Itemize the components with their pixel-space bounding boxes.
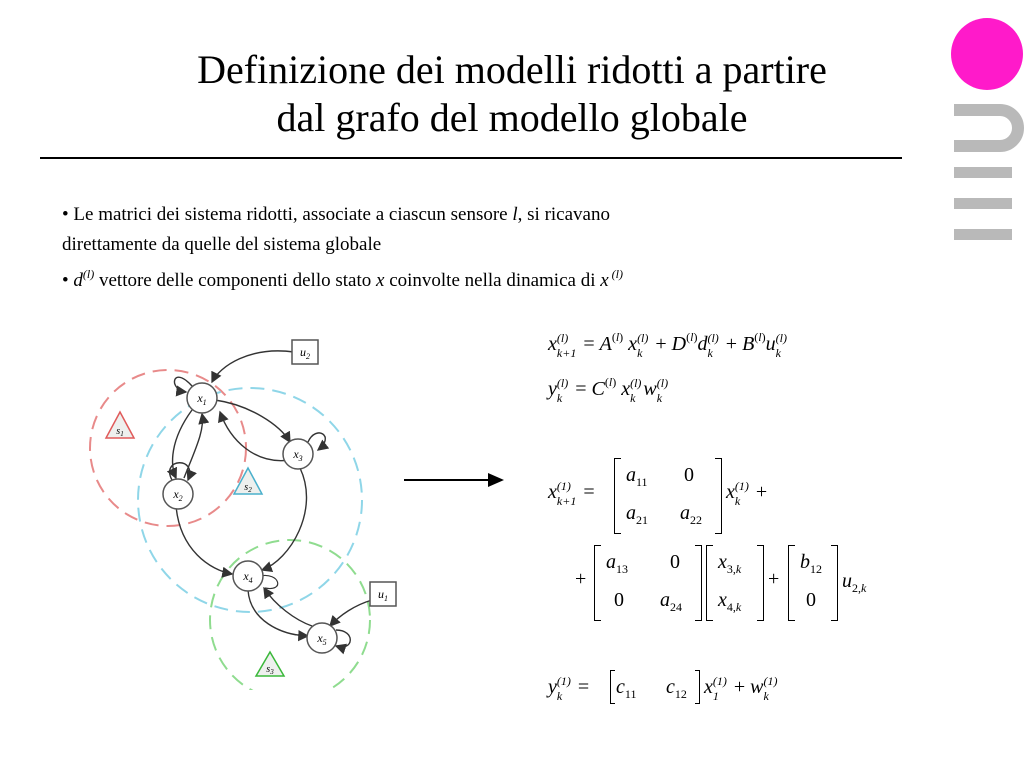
bullet-list xyxy=(62,200,862,302)
svg-text:x1: $x_1$ xyxy=(197,391,207,407)
title-line-1: Definizione dei modelli ridotti a partire xyxy=(197,47,827,92)
edge-x2-x1 xyxy=(184,414,203,478)
equation-specific-lhs: x (1) k+1 = xyxy=(548,479,595,508)
input-u2 xyxy=(292,340,318,364)
input-u1 xyxy=(370,582,396,606)
node-x1 xyxy=(187,383,217,413)
equation-general-output: y (l) k = $C^{(l)}$ x (l) k w (l) k xyxy=(548,375,669,405)
vector-B: $b_{12}$ 0 xyxy=(788,545,838,621)
edge-x5-x4 xyxy=(264,588,312,626)
edge-x1-x3 xyxy=(215,400,290,442)
sensor-s3 xyxy=(256,652,284,676)
svg-text:x3: $x_3$ xyxy=(293,447,303,463)
logo-bar-2 xyxy=(954,198,1012,209)
self-loop-x5 xyxy=(336,630,350,647)
svg-text:s2: $s_2$ xyxy=(244,482,252,494)
equation-specific-output: y (1) k = xyxy=(548,674,590,703)
equation-specific-x: x (1) k + xyxy=(726,479,768,508)
logo-bar-3 xyxy=(954,229,1012,240)
edge-u2-x1 xyxy=(212,351,294,382)
svg-text:s3: $s_3$ xyxy=(266,664,274,676)
row-C: $c_{11}$ $c_{12}$ xyxy=(610,670,700,704)
slide-title xyxy=(100,46,924,142)
plus-sign-2: + xyxy=(768,568,780,590)
matrix-A: $a_{11}$ 0 $a_{21}$ $a_{22}$ xyxy=(614,458,722,534)
logo-u-shape xyxy=(954,110,1018,146)
bullet-2: • $d^{(l)}$ vettore delle componenti dello stato x coinvolte nella dinamica di x $^{(l)}$ xyxy=(62,267,623,291)
node-x4 xyxy=(233,561,263,591)
svg-text:u2: $u_2$ xyxy=(300,345,310,361)
logo-dot xyxy=(951,18,1023,90)
matrix-D: $a_{13}$ 0 0 $a_{24}$ xyxy=(594,545,702,621)
logo-bar-1 xyxy=(954,167,1012,178)
edge-x3-x4 xyxy=(262,468,306,570)
node-x3 xyxy=(283,439,313,469)
edge-x4-x5 xyxy=(248,590,308,636)
title-line-2: dal grafo del modello globale xyxy=(276,95,748,140)
bullet-1: • Le matrici dei sistema ridotti, associate a ciascun sensore l, si ricavano direttamente da quelle del sistema globale xyxy=(62,204,610,255)
input-u2k: $u_{2,k}$ xyxy=(842,570,867,595)
edge-u1-x5 xyxy=(330,600,372,626)
svg-text:x4: $x_4$ xyxy=(243,569,253,585)
svg-text:u1: $u_1$ xyxy=(378,587,388,603)
node-x2 xyxy=(163,479,193,509)
sensor-s1 xyxy=(106,412,134,438)
system-graph xyxy=(80,330,400,690)
svg-text:x2: $x_2$ xyxy=(173,487,183,503)
equation-general-state: x (l) k+1 = $A^{(l)}$ x (l) k + $D^{(l)}d$ (l) k + $B^{(l)}u$ (l) k xyxy=(548,330,787,360)
svg-text:s1: $s_1$ xyxy=(116,426,124,438)
title-divider xyxy=(40,157,902,159)
node-x5 xyxy=(307,623,337,653)
right-arrow-icon xyxy=(400,468,510,492)
plus-sign-1: + xyxy=(575,568,587,590)
university-logo xyxy=(940,10,1024,250)
edge-x3-x1 xyxy=(220,412,290,461)
svg-text:x5: $x_5$ xyxy=(317,631,327,647)
vector-d: $x_{3,k}$ $x_{4,k}$ xyxy=(706,545,764,621)
edge-x2-x4 xyxy=(176,506,232,574)
equation-specific-output-rhs: x (1) 1 + w (1) k xyxy=(704,674,778,703)
